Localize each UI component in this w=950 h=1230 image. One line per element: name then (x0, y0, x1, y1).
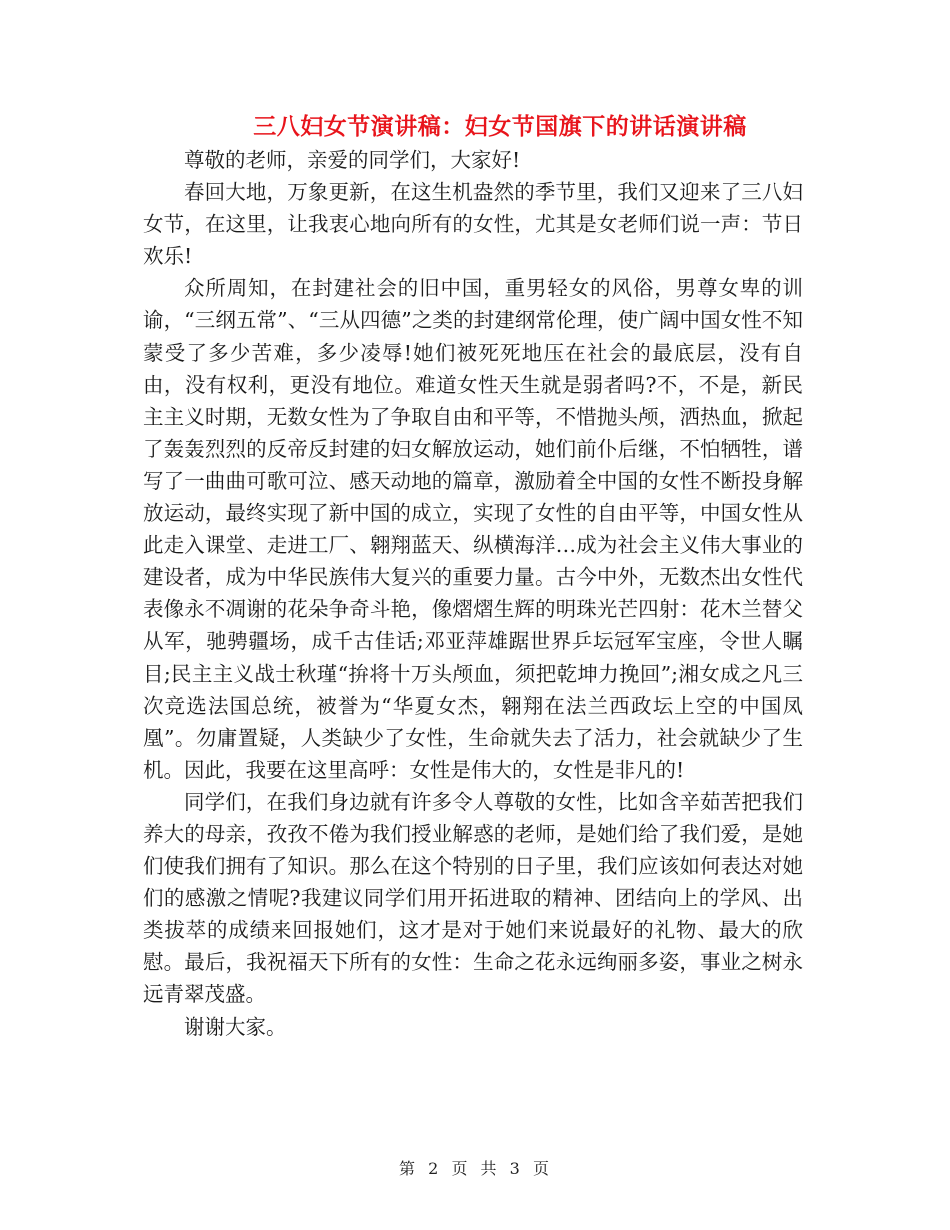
paragraph-closing: 谢谢大家。 (184, 1014, 287, 1039)
document-body (143, 144, 803, 1043)
document-title: 三八妇女节演讲稿：妇女节国旗下的讲话演讲稿 (253, 113, 747, 140)
footer-total-pages: 3 (509, 1159, 522, 1178)
footer-suffix: 页 (532, 1159, 551, 1178)
footer-page-word: 页 (451, 1159, 470, 1178)
paragraph-greeting: 尊敬的老师，亲爱的同学们，大家好! (184, 148, 521, 172)
footer-total-word: 共 (480, 1159, 499, 1178)
footer-prefix: 第 (399, 1159, 418, 1178)
paragraph-history: 众所周知，在封建社会的旧中国，重男轻女的风俗，男尊女卑的训谕，“三纲五常”、“三从四德”之类的封建纲常伦理，使广阔中国女性不知蒙受了多少苦难，多少凌辱!她们被死死地压在社会的最底层，没有自由，没有权利，更没有地位。难道女性天生就是弱者吗?不，不是，新民主主义时期，无数女性为了争取自由和平等，不惜抛头颅，洒热血，掀起了轰轰烈烈的反帝反封建的妇女解放运动，她们前仆后继，不怕牺牲，谱写了一曲曲可歌可泣、感天动地的篇章，激励着全中国的女性不断投身解放运动，最终实现了新中国的成立，实现了女性的自由平等，中国女性从此走入课堂、走进工厂、翱翔蓝天、纵横海洋…成为社会主义伟大事业的建设者，成为中华民族伟大复兴的重要力量。古今中外，无数杰出女性代表像永不凋谢的花朵争奇斗艳，像熠熠生辉的明珠光芒四射：花木兰替父从军，驰骋疆场，成千古佳话;邓亚萍雄踞世界乒坛冠军宝座，令世人瞩目;民主主义战士秋瑾“拚将十万头颅血，须把乾坤力挽回”;湘女成之凡三次竞选法国总统，被誉为“华夏女杰，翱翔在法兰西政坛上空的中国凤凰”。勿庸置疑，人类缺少了女性，生命就失去了活力，社会就缺少了生机。因此，我要在这里高呼：女性是伟大的，女性是非凡的! (143, 276, 803, 782)
paragraph-opening: 春回大地，万象更新，在这生机盎然的季节里，我们又迎来了三八妇女节，在这里，让我衷心地向所有的女性，尤其是女老师们说一声：节日欢乐! (143, 180, 803, 269)
paragraph-appeal: 同学们，在我们身边就有许多令人尊敬的女性，比如含辛茹苦把我们养大的母亲，孜孜不倦为我们授业解惑的老师，是她们给了我们爱，是她们使我们拥有了知识。那么在这个特别的日子里，我们应该如何表达对她们的感激之情呢?我建议同学们用开拓进取的精神、团结向上的学风、出类拔萃的成绩来回报她们，这才是对于她们来说最好的礼物、最大的欣慰。最后，我祝福天下所有的女性：生命之花永远绚丽多姿，事业之树永远青翠茂盛。 (143, 789, 803, 1007)
page-footer (0, 1156, 950, 1179)
footer-current-page: 2 (428, 1159, 441, 1178)
